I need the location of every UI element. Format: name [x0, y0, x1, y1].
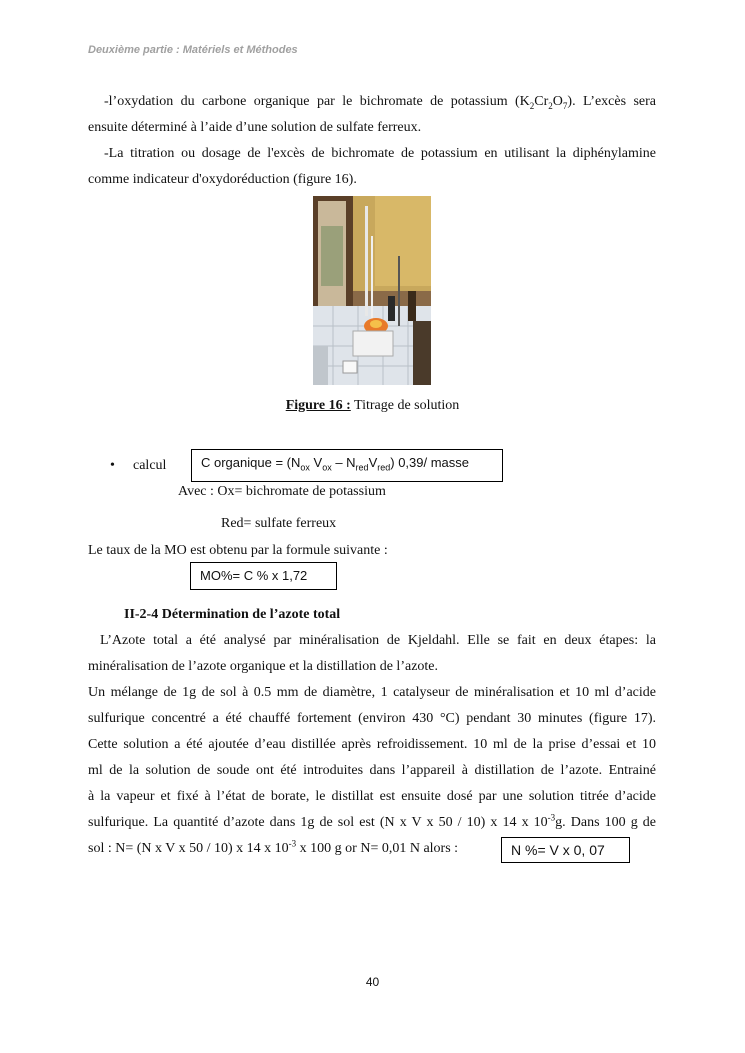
subscript: 2 [548, 100, 553, 111]
paragraph-line: à la vapeur et fixé à l’état de borate, le distillat est ensuite dosé par une solution titrée d’acide [88, 789, 656, 804]
figure-text: Titrage de solution [350, 398, 460, 413]
mo-intro: Le taux de la MO est obtenu par la formule suivante : [88, 543, 388, 558]
text: Cr [534, 94, 549, 109]
text: sol : N= (N x V x 50 / 10) x 14 x 10 [88, 841, 289, 856]
carbon-formula-box [191, 449, 503, 482]
text: V [368, 455, 378, 470]
paragraph-line: ml de la solution de soude ont été introduites dans l’appareil à distillation de l’azote. Entrainé [88, 763, 656, 778]
text: – N [331, 455, 356, 470]
paragraph-line: minéralisation de l’azote organique et la distillation de l’azote. [88, 659, 439, 674]
mo-formula-box: MO%= C % x 1,72 [190, 562, 337, 590]
red-line: Red= sulfate ferreux [221, 516, 337, 531]
text: g. Dans 100 g de [555, 815, 656, 830]
paragraph-line [88, 145, 656, 163]
subscript: 2 [529, 100, 535, 111]
paragraph-line: ensuite déterminé à l’aide d’une solution de sulfate ferreux. [88, 120, 422, 135]
page-number: 40 [365, 975, 380, 989]
superscript: -3 [288, 838, 297, 849]
text: -l’oxydation du carbone organique par le bichromate de potassium (K [104, 94, 530, 109]
titration-photo [313, 196, 431, 385]
paragraph-line [88, 93, 656, 111]
bullet: • [110, 458, 115, 473]
paragraph-line: Un mélange de 1g de sol à 0.5 mm de diamètre, 1 catalyseur de minéralisation et 10 ml d’acide [88, 685, 656, 700]
text: ) 0,39/ masse [390, 455, 470, 470]
text: C organique = (N [201, 455, 301, 470]
text: L’Azote total a été analysé par minéralisation de Kjeldahl. Elle se fait en deux étapes: la [100, 633, 656, 648]
text: sulfurique. La quantité d’azote dans 1g de sol est (N x V x 50 / 10) x 14 x 10 [88, 815, 548, 830]
avec-line: Avec : Ox= bichromate de potassium [178, 484, 386, 499]
figure-caption [0, 398, 745, 414]
text: x 100 g or N= 0,01 N alors : [296, 841, 459, 856]
paragraph-line: comme indicateur d'oxydoréduction (figure 16). [88, 172, 357, 187]
paragraph-line [88, 632, 656, 650]
figure-label: Figure 16 : [285, 398, 351, 413]
subscript: ox [322, 462, 332, 473]
subscript: red [355, 462, 369, 473]
calcul-label: calcul [133, 458, 167, 473]
subscript: ox [300, 462, 310, 473]
text: O [552, 94, 563, 109]
text: -La titration ou dosage de l'excès de bichromate de potassium en utilisant la diphénylamine [104, 146, 656, 161]
superscript: -3 [547, 812, 556, 823]
paragraph-line [88, 814, 656, 832]
running-header: Deuxième partie : Matériels et Méthodes [88, 44, 298, 56]
paragraph-line: sulfurique concentré a été chauffé fortement (environ 430 °C) pendant 30 minutes (figure 17). [88, 711, 656, 726]
section-title: II-2-4 Détermination de l’azote total [124, 607, 341, 622]
text: ). L’excès sera [567, 94, 656, 109]
subscript: 7 [562, 100, 568, 111]
paragraph-line: Cette solution a été ajoutée d’eau distillée après refroidissement. 10 ml de la prise d’essai et 10 [88, 737, 656, 752]
paragraph-line [88, 840, 488, 858]
nitrogen-formula-box: N %= V x 0, 07 [501, 837, 630, 863]
subscript: red [377, 462, 391, 473]
text: V [309, 455, 323, 470]
